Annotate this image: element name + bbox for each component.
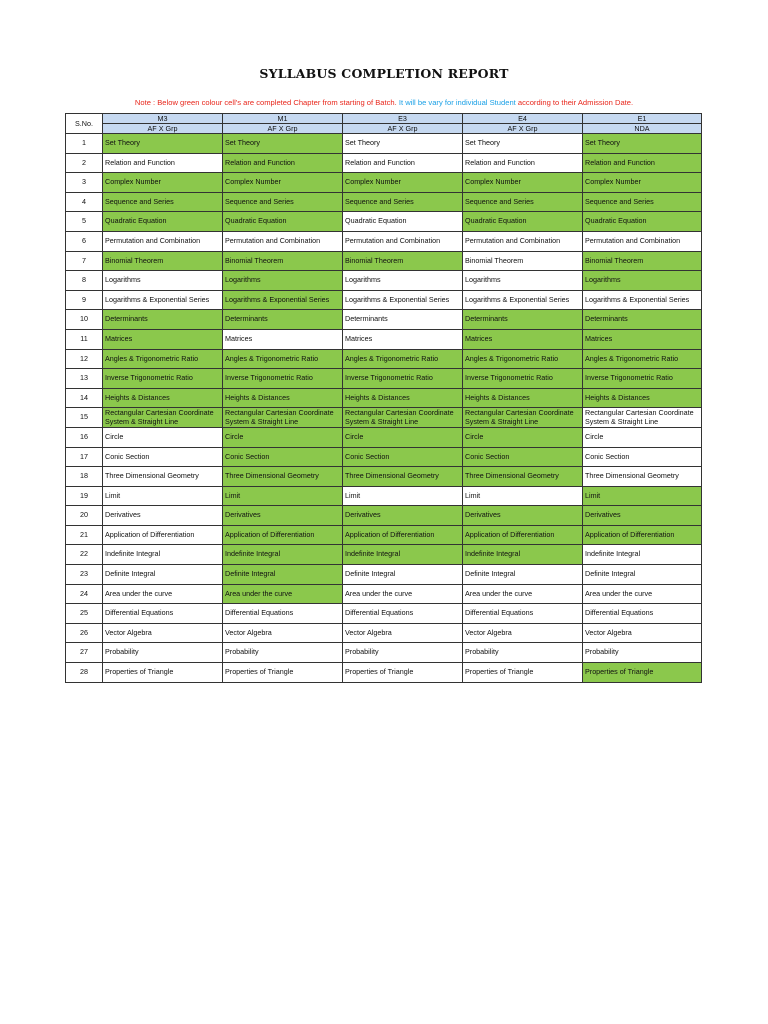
chapter-cell-pending: Properties of Triangle	[103, 663, 223, 683]
chapter-cell-pending: Three Dimensional Geometry	[583, 467, 702, 487]
chapter-cell-pending: Area under the curve	[343, 584, 463, 604]
chapter-cell-completed: Relation and Function	[223, 153, 343, 173]
chapter-cell-pending: Logarithms & Exponential Series	[103, 290, 223, 310]
chapter-cell-pending: Limit	[463, 486, 583, 506]
sno-header: S.No.	[66, 114, 103, 134]
chapter-cell-completed: Complex Number	[343, 173, 463, 193]
header-row-group	[66, 124, 702, 134]
chapter-cell-pending: Relation and Function	[463, 153, 583, 173]
chapter-cell-completed: Logarithms	[583, 271, 702, 291]
chapter-cell-completed: Heights & Distances	[103, 388, 223, 408]
chapter-cell-pending: Relation and Function	[103, 153, 223, 173]
chapter-cell-pending: Permutation and Combination	[343, 231, 463, 251]
chapter-cell-completed: Heights & Distances	[583, 388, 702, 408]
chapter-cell-completed: Set Theory	[583, 134, 702, 154]
table-row	[66, 604, 702, 624]
serial-number: 24	[66, 584, 103, 604]
chapter-cell-pending: Quadratic Equation	[343, 212, 463, 232]
serial-number: 17	[66, 447, 103, 467]
serial-number: 16	[66, 427, 103, 447]
chapter-cell-pending: Area under the curve	[103, 584, 223, 604]
serial-number: 15	[66, 408, 103, 428]
batch-code: M1	[223, 114, 343, 124]
chapter-cell-completed: Three Dimensional Geometry	[343, 467, 463, 487]
batch-code: E1	[583, 114, 702, 124]
chapter-cell-completed: Binomial Theorem	[583, 251, 702, 271]
batch-code: E4	[463, 114, 583, 124]
chapter-cell-completed: Rectangular Cartesian Coordinate System & Straight Line	[463, 408, 583, 428]
chapter-cell-pending: Permutation and Combination	[583, 231, 702, 251]
serial-number: 28	[66, 663, 103, 683]
chapter-cell-pending: Rectangular Cartesian Coordinate System & Straight Line	[583, 408, 702, 428]
table-row	[66, 643, 702, 663]
table-row	[66, 310, 702, 330]
serial-number: 11	[66, 329, 103, 349]
chapter-cell-completed: Complex Number	[583, 173, 702, 193]
chapter-cell-completed: Conic Section	[463, 447, 583, 467]
batch-group: AF X Grp	[463, 124, 583, 134]
chapter-cell-pending: Permutation and Combination	[103, 231, 223, 251]
chapter-cell-pending: Circle	[583, 427, 702, 447]
chapter-cell-completed: Heights & Distances	[343, 388, 463, 408]
chapter-cell-pending: Circle	[103, 427, 223, 447]
chapter-cell-pending: Differential Equations	[463, 604, 583, 624]
table-row	[66, 349, 702, 369]
serial-number: 23	[66, 565, 103, 585]
table-row	[66, 447, 702, 467]
chapter-cell-completed: Binomial Theorem	[343, 251, 463, 271]
chapter-cell-completed: Application of Differentiation	[343, 525, 463, 545]
chapter-cell-pending: Logarithms	[343, 271, 463, 291]
chapter-cell-pending: Logarithms & Exponential Series	[583, 290, 702, 310]
legend-note	[0, 98, 768, 107]
chapter-cell-pending: Derivatives	[103, 506, 223, 526]
serial-number: 21	[66, 525, 103, 545]
chapter-cell-pending: Binomial Theorem	[463, 251, 583, 271]
chapter-cell-completed: Circle	[463, 427, 583, 447]
chapter-cell-completed: Angles & Trigonometric Ratio	[223, 349, 343, 369]
chapter-cell-pending: Differential Equations	[343, 604, 463, 624]
chapter-cell-pending: Logarithms & Exponential Series	[343, 290, 463, 310]
chapter-cell-completed: Rectangular Cartesian Coordinate System & Straight Line	[343, 408, 463, 428]
chapter-cell-pending: Probability	[343, 643, 463, 663]
chapter-cell-completed: Definite Integral	[223, 565, 343, 585]
chapter-cell-pending: Logarithms	[103, 271, 223, 291]
chapter-cell-pending: Differential Equations	[583, 604, 702, 624]
chapter-cell-completed: Area under the curve	[223, 584, 343, 604]
table-row	[66, 173, 702, 193]
serial-number: 13	[66, 369, 103, 389]
chapter-cell-completed: Logarithms	[223, 271, 343, 291]
chapter-cell-pending: Logarithms	[463, 271, 583, 291]
chapter-cell-completed: Sequence and Series	[343, 192, 463, 212]
serial-number: 14	[66, 388, 103, 408]
syllabus-table	[65, 113, 702, 683]
batch-group: AF X Grp	[223, 124, 343, 134]
table-row	[66, 427, 702, 447]
header-row-batch	[66, 114, 702, 124]
serial-number: 22	[66, 545, 103, 565]
serial-number: 6	[66, 231, 103, 251]
chapter-cell-completed: Matrices	[103, 329, 223, 349]
chapter-cell-pending: Indefinite Integral	[103, 545, 223, 565]
chapter-cell-completed: Relation and Function	[583, 153, 702, 173]
chapter-cell-completed: Application of Differentiation	[583, 525, 702, 545]
chapter-cell-completed: Indefinite Integral	[463, 545, 583, 565]
chapter-cell-pending: Probability	[103, 643, 223, 663]
chapter-cell-pending: Permutation and Combination	[463, 231, 583, 251]
table-row	[66, 192, 702, 212]
chapter-cell-pending: Conic Section	[103, 447, 223, 467]
serial-number: 20	[66, 506, 103, 526]
chapter-cell-pending: Determinants	[343, 310, 463, 330]
chapter-cell-pending: Area under the curve	[463, 584, 583, 604]
batch-group: AF X Grp	[103, 124, 223, 134]
chapter-cell-completed: Heights & Distances	[223, 388, 343, 408]
table-row	[66, 251, 702, 271]
chapter-cell-completed: Limit	[223, 486, 343, 506]
chapter-cell-pending: Limit	[343, 486, 463, 506]
chapter-cell-completed: Three Dimensional Geometry	[223, 467, 343, 487]
table-row	[66, 271, 702, 291]
serial-number: 12	[66, 349, 103, 369]
batch-group: AF X Grp	[343, 124, 463, 134]
page-title: SYLLABUS COMPLETION REPORT	[259, 66, 509, 81]
table-row	[66, 388, 702, 408]
chapter-cell-completed: Determinants	[463, 310, 583, 330]
chapter-cell-completed: Rectangular Cartesian Coordinate System & Straight Line	[223, 408, 343, 428]
chapter-cell-completed: Logarithms & Exponential Series	[223, 290, 343, 310]
chapter-cell-pending: Vector Algebra	[343, 623, 463, 643]
serial-number: 1	[66, 134, 103, 154]
chapter-cell-pending: Logarithms & Exponential Series	[463, 290, 583, 310]
chapter-cell-completed: Application of Differentiation	[223, 525, 343, 545]
table-row	[66, 212, 702, 232]
chapter-cell-completed: Quadratic Equation	[223, 212, 343, 232]
chapter-cell-completed: Binomial Theorem	[223, 251, 343, 271]
chapter-cell-completed: Determinants	[103, 310, 223, 330]
table-row	[66, 565, 702, 585]
table-row	[66, 369, 702, 389]
serial-number: 26	[66, 623, 103, 643]
serial-number: 2	[66, 153, 103, 173]
table-row	[66, 329, 702, 349]
chapter-cell-pending: Vector Algebra	[583, 623, 702, 643]
chapter-cell-completed: Indefinite Integral	[223, 545, 343, 565]
chapter-cell-pending: Probability	[223, 643, 343, 663]
chapter-cell-completed: Conic Section	[343, 447, 463, 467]
note-part-2: It will be vary for individual Student	[396, 98, 516, 107]
chapter-cell-completed: Angles & Trigonometric Ratio	[463, 349, 583, 369]
serial-number: 3	[66, 173, 103, 193]
chapter-cell-completed: Circle	[223, 427, 343, 447]
chapter-cell-pending: Three Dimensional Geometry	[103, 467, 223, 487]
chapter-cell-pending: Vector Algebra	[103, 623, 223, 643]
chapter-cell-completed: Complex Number	[223, 173, 343, 193]
chapter-cell-completed: Inverse Trigonometric Ratio	[343, 369, 463, 389]
batch-group: NDA	[583, 124, 702, 134]
table-row	[66, 153, 702, 173]
chapter-cell-completed: Determinants	[223, 310, 343, 330]
chapter-cell-completed: Set Theory	[103, 134, 223, 154]
chapter-cell-completed: Derivatives	[583, 506, 702, 526]
chapter-cell-completed: Circle	[343, 427, 463, 447]
serial-number: 18	[66, 467, 103, 487]
table-row	[66, 467, 702, 487]
table-row	[66, 623, 702, 643]
chapter-cell-pending: Differential Equations	[103, 604, 223, 624]
serial-number: 25	[66, 604, 103, 624]
chapter-cell-completed: Angles & Trigonometric Ratio	[343, 349, 463, 369]
chapter-cell-completed: Conic Section	[223, 447, 343, 467]
chapter-cell-completed: Sequence and Series	[463, 192, 583, 212]
chapter-cell-pending: Set Theory	[463, 134, 583, 154]
chapter-cell-pending: Definite Integral	[103, 565, 223, 585]
chapter-cell-completed: Quadratic Equation	[103, 212, 223, 232]
serial-number: 27	[66, 643, 103, 663]
serial-number: 10	[66, 310, 103, 330]
chapter-cell-completed: Binomial Theorem	[103, 251, 223, 271]
serial-number: 9	[66, 290, 103, 310]
chapter-cell-completed: Complex Number	[463, 173, 583, 193]
table-row	[66, 663, 702, 683]
chapter-cell-pending: Vector Algebra	[463, 623, 583, 643]
chapter-cell-pending: Relation and Function	[343, 153, 463, 173]
chapter-cell-pending: Matrices	[223, 329, 343, 349]
table-row	[66, 525, 702, 545]
serial-number: 7	[66, 251, 103, 271]
chapter-cell-pending: Properties of Triangle	[223, 663, 343, 683]
chapter-cell-pending: Properties of Triangle	[343, 663, 463, 683]
chapter-cell-pending: Application of Differentiation	[103, 525, 223, 545]
chapter-cell-completed: Inverse Trigonometric Ratio	[103, 369, 223, 389]
chapter-cell-completed: Derivatives	[343, 506, 463, 526]
chapter-cell-completed: Sequence and Series	[103, 192, 223, 212]
chapter-cell-pending: Set Theory	[343, 134, 463, 154]
chapter-cell-completed: Derivatives	[223, 506, 343, 526]
chapter-cell-completed: Sequence and Series	[223, 192, 343, 212]
chapter-cell-pending: Properties of Triangle	[463, 663, 583, 683]
note-part-3: according to their Admission Date.	[515, 98, 634, 107]
chapter-cell-pending: Indefinite Integral	[583, 545, 702, 565]
batch-code: M3	[103, 114, 223, 124]
serial-number: 5	[66, 212, 103, 232]
chapter-cell-completed: Indefinite Integral	[343, 545, 463, 565]
batch-code: E3	[343, 114, 463, 124]
chapter-cell-completed: Rectangular Cartesian Coordinate System & Straight Line	[103, 408, 223, 428]
chapter-cell-completed: Derivatives	[463, 506, 583, 526]
table-row	[66, 290, 702, 310]
table-row	[66, 506, 702, 526]
serial-number: 19	[66, 486, 103, 506]
table-body	[66, 134, 702, 683]
chapter-cell-completed: Limit	[583, 486, 702, 506]
chapter-cell-pending: Differential Equations	[223, 604, 343, 624]
chapter-cell-completed: Matrices	[463, 329, 583, 349]
chapter-cell-completed: Angles & Trigonometric Ratio	[103, 349, 223, 369]
table-row	[66, 408, 702, 428]
chapter-cell-completed: Sequence and Series	[583, 192, 702, 212]
chapter-cell-pending: Limit	[103, 486, 223, 506]
chapter-cell-completed: Set Theory	[223, 134, 343, 154]
chapter-cell-completed: Quadratic Equation	[463, 212, 583, 232]
chapter-cell-completed: Heights & Distances	[463, 388, 583, 408]
chapter-cell-completed: Application of Differentiation	[463, 525, 583, 545]
chapter-cell-pending: Conic Section	[583, 447, 702, 467]
chapter-cell-pending: Probability	[583, 643, 702, 663]
table-row	[66, 486, 702, 506]
chapter-cell-completed: Complex Number	[103, 173, 223, 193]
chapter-cell-pending: Definite Integral	[343, 565, 463, 585]
table-row	[66, 584, 702, 604]
chapter-cell-pending: Definite Integral	[583, 565, 702, 585]
chapter-cell-completed: Inverse Trigonometric Ratio	[223, 369, 343, 389]
chapter-cell-completed: Determinants	[583, 310, 702, 330]
serial-number: 4	[66, 192, 103, 212]
chapter-cell-pending: Permutation and Combination	[223, 231, 343, 251]
chapter-cell-pending: Area under the curve	[583, 584, 702, 604]
chapter-cell-pending: Vector Algebra	[223, 623, 343, 643]
chapter-cell-completed: Properties of Triangle	[583, 663, 702, 683]
table-row	[66, 545, 702, 565]
serial-number: 8	[66, 271, 103, 291]
chapter-cell-completed: Three Dimensional Geometry	[463, 467, 583, 487]
chapter-cell-completed: Angles & Trigonometric Ratio	[583, 349, 702, 369]
note-part-1: Note : Below green colour cell's are completed Chapter from starting of Batch.	[134, 98, 397, 107]
table-row	[66, 134, 702, 154]
chapter-cell-pending: Probability	[463, 643, 583, 663]
chapter-cell-completed: Matrices	[583, 329, 702, 349]
table-row	[66, 231, 702, 251]
chapter-cell-completed: Quadratic Equation	[583, 212, 702, 232]
chapter-cell-pending: Definite Integral	[463, 565, 583, 585]
chapter-cell-pending: Matrices	[343, 329, 463, 349]
chapter-cell-completed: Inverse Trigonometric Ratio	[463, 369, 583, 389]
chapter-cell-completed: Inverse Trigonometric Ratio	[583, 369, 702, 389]
